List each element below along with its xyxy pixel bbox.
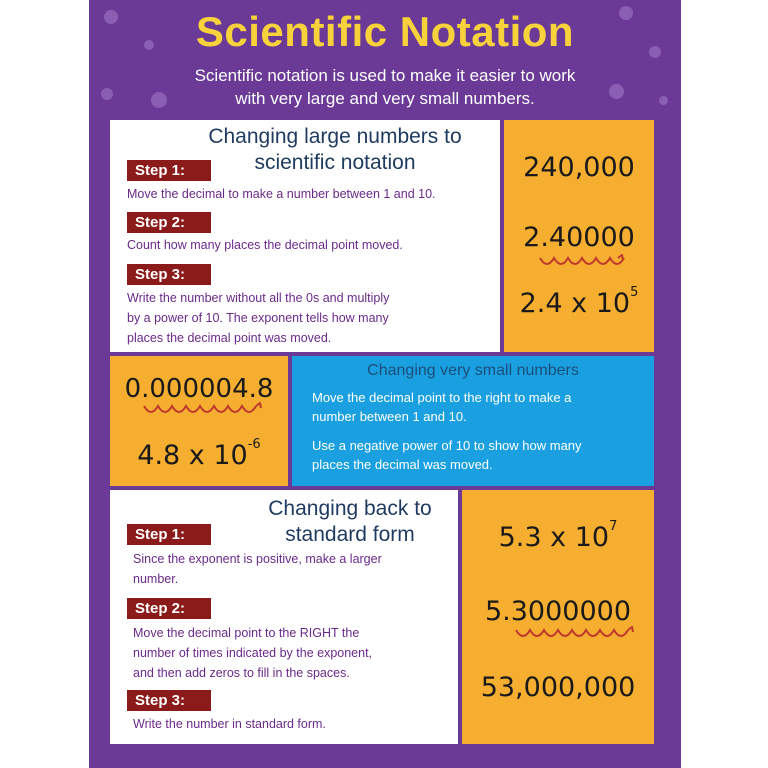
small-numbers-title: Changing very small numbers <box>367 362 579 379</box>
large-numbers-title <box>170 124 500 176</box>
original-base: 5.3 x 10 <box>498 522 610 553</box>
step-text-line: Write the number in standard form. <box>133 717 326 731</box>
title-line: Changing large numbers to <box>208 125 462 148</box>
decimal-move-arrows <box>534 254 644 272</box>
small-numbers-example <box>110 356 288 486</box>
step-text-line: number of times indicated by the exponent, <box>133 646 373 660</box>
step-3-badge: Step 3: <box>127 264 211 285</box>
standard-form-panel <box>110 490 458 744</box>
example-original <box>462 519 654 553</box>
step-2-badge: Step 2: <box>127 212 211 233</box>
step-3-text <box>133 714 453 734</box>
desc-line: Use a negative power of 10 to show how many <box>312 438 582 453</box>
small-numbers-panel <box>292 356 654 486</box>
step-1-text <box>127 184 497 204</box>
page-subtitle <box>109 64 661 110</box>
step-text-line: Since the exponent is positive, make a larger <box>133 552 382 566</box>
large-numbers-panel <box>110 120 500 352</box>
large-numbers-example <box>504 120 654 352</box>
standard-form-example <box>462 490 654 744</box>
step-text-line: and then add zeros to fill in the spaces. <box>133 666 350 680</box>
step-text-line: Move the decimal point to the RIGHT the <box>133 626 360 640</box>
example-moved-number: 2.40000 <box>523 222 635 253</box>
step-text-line: by a power of 10. The exponent tells how many <box>127 311 389 325</box>
step-text-line: Write the number without all the 0s and multiply <box>127 291 390 305</box>
title-line: scientific notation <box>254 151 416 174</box>
example-moved-number: 0.000004.8 <box>124 374 274 404</box>
step-3-badge: Step 3: <box>127 690 211 711</box>
example-result <box>110 437 288 471</box>
desc-line: places the decimal was moved. <box>312 457 493 472</box>
example-result <box>504 285 654 319</box>
title-line: Changing back to <box>268 497 432 520</box>
original-exponent: 7 <box>609 519 618 534</box>
header <box>89 0 681 118</box>
subtitle-line: with very large and very small numbers. <box>235 89 535 108</box>
result-base: 4.8 x 10 <box>137 440 248 471</box>
step-text-line: number. <box>133 572 179 586</box>
small-numbers-desc-1 <box>312 388 647 426</box>
result-exponent: 5 <box>630 285 639 300</box>
step-1-badge: Step 1: <box>127 160 211 181</box>
step-1-text <box>133 549 453 589</box>
result-base: 2.4 x 10 <box>519 288 631 319</box>
step-2-text <box>133 623 453 683</box>
result-exponent: -6 <box>247 437 261 452</box>
step-3-text <box>127 288 497 348</box>
step-2-badge: Step 2: <box>127 598 211 619</box>
step-2-text <box>127 235 497 255</box>
page-title: Scientific Notation <box>195 8 575 55</box>
small-numbers-desc-2 <box>312 436 647 474</box>
standard-form-title <box>250 496 450 548</box>
step-1-badge: Step 1: <box>127 524 211 545</box>
step-text-line: places the decimal point was moved. <box>127 331 332 345</box>
example-moved-number: 5.3000000 <box>484 596 631 627</box>
example-result: 53,000,000 <box>480 672 636 703</box>
decimal-move-arrows <box>512 626 642 644</box>
title-line: standard form <box>285 523 415 546</box>
desc-line: number between 1 and 10. <box>312 409 467 424</box>
decimal-move-arrows <box>140 402 290 420</box>
subtitle-line: Scientific notation is used to make it easier to work <box>194 66 576 85</box>
step-text-line: Count how many places the decimal point moved. <box>127 238 403 252</box>
poster <box>89 0 681 768</box>
example-original-number: 240,000 <box>523 152 635 183</box>
step-text-line: Move the decimal to make a number between 1 and 10. <box>127 187 436 201</box>
desc-line: Move the decimal point to the right to make a <box>312 390 572 405</box>
